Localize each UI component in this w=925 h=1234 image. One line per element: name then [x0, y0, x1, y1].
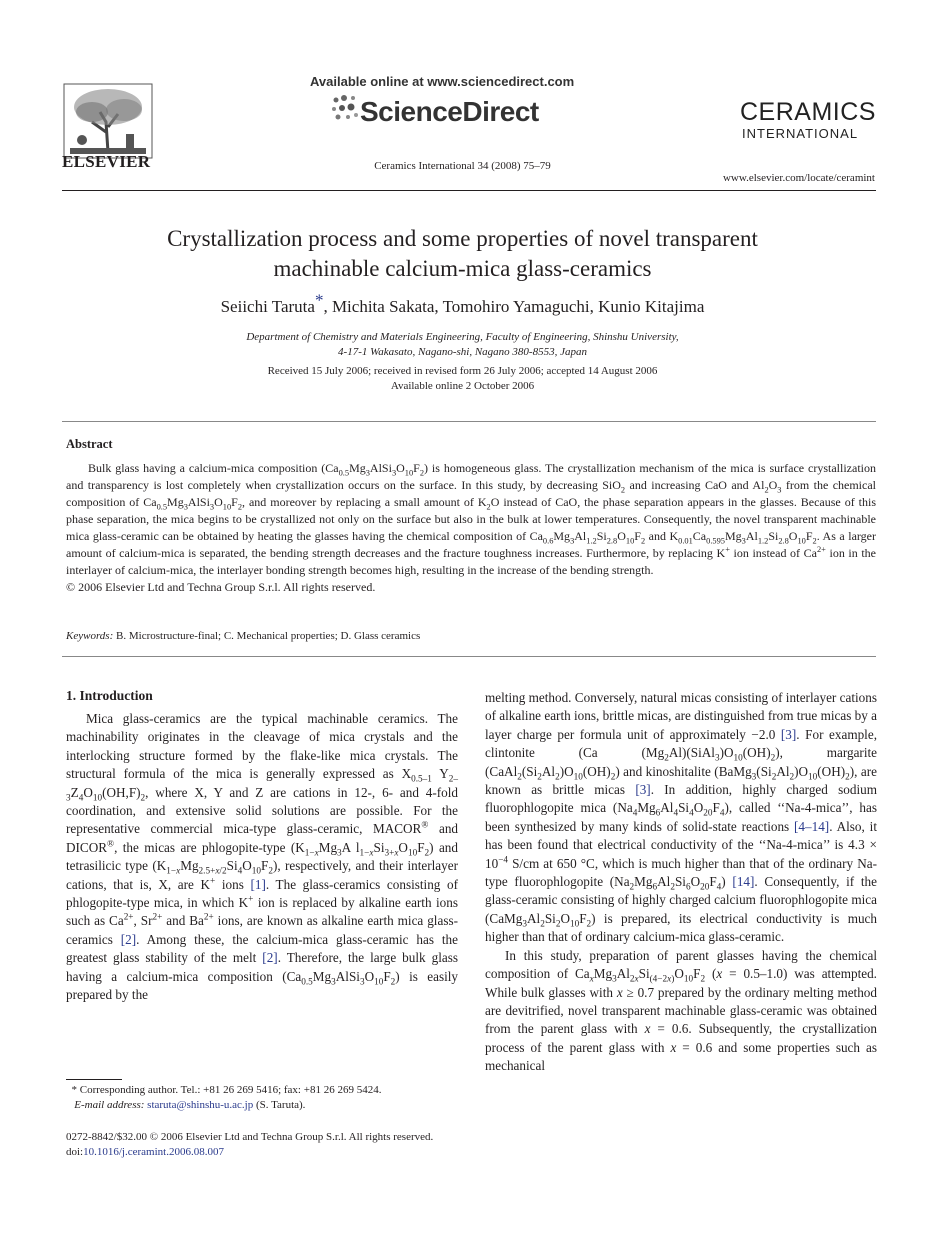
issn-line: 0272-8842/$32.00 © 2006 Elsevier Ltd and Techna Group S.r.l. All rights reserved.: [66, 1131, 434, 1143]
intro-paragraph-1: Mica glass-ceramics are the typical machinable ceramics. The machinability originates in the cleavage of mica crystals and the interlocking structure formed by the flake-like mica crystals. The structural formula of the mica is generally expressed as $X_{0.5-1}$ $Y_{2-3}Z_4O_{10}(OH,F)_2$, where X, Y and Z are cations in 12-, 6- and 4-fold coordination, and extensive solid solutions are possible. For the representative commercial mica-type glass-ceramic, MACOR® and DICOR®, the micas are phlogopite-type ($K_{1-x}Mg_3A$ $l_{1-x}Si_{3+x}O_{10}F_2$) and tetrasilicic type $(K_{1-x}Mg_{2.5+x/2}Si_4O_{10}F_2)$, respectively, and their interlayer cations, that is, X, are K+ ions [1]. The glass-ceramics consisting of phlogopite-type mica, in which K+ ion is replaced by alkaline earth ions such as $Ca^{2+}$, $Sr^{2+}$ and $Ba^{2+}$ ions, are known as alkaline earth mica glass-ceramics [2]. Among these, the calcium-mica glass-ceramic has the greatest glass stability of the melt [2]. Therefore, the large bulk glass having a calcium-mica composition $(Ca_{0.5}Mg_3AlSi_3O_{10}F_2)$ is easily prepared by the: [66, 711, 459, 1003]
affiliation-line-1: Department of Chemistry and Materials Engineering, Faculty of Engineering, Shinshu University,: [246, 331, 679, 343]
available-online-text: Available online at www.sciencedirect.com: [310, 74, 575, 89]
corresponding-author-link[interactable]: *: [314, 290, 324, 310]
received-dates: Received 15 July 2006; received in revised form 26 July 2006; accepted 14 August 2006: [267, 365, 658, 377]
corresponding-author-note: [66, 1083, 466, 1098]
right-column-text: [485, 689, 877, 1076]
journal-url-link[interactable]: www.elsevier.com/locate/ceramint: [722, 172, 875, 184]
footnote-marker: *: [71, 1084, 77, 1096]
doi-link[interactable]: 10.1016/j.ceramint.2006.08.007: [83, 1146, 224, 1158]
publisher-name: ELSEVIER: [62, 152, 151, 171]
article-history: [60, 364, 865, 394]
abstract-top-rule: [62, 421, 876, 422]
bottom-info: [66, 1130, 433, 1160]
email-label: E-mail address:: [74, 1099, 145, 1111]
intro-paragraph-2: In this study, preparation of parent glasses having the chemical composition of $Ca_xMg_3Al_{2x}Si_{(4-2x)}O_{10}F_2$ (x = 0.5–1.0) was attempted. While bulk glasses with x ≥ 0.7 prepared by the ordinary melting method are devitrified, novel transparent machinable glass-ceramic was obtained from the parent glass with x = 0.6. Subsequently, the crystallization process of the parent glass with x = 0.6 and some properties such as mechanical: [485, 947, 877, 1074]
footnote-contact: Corresponding author. Tel.: +81 26 269 5416; fax: +81 26 269 5424.: [77, 1084, 382, 1096]
journal-logo-subtitle: INTERNATIONAL: [742, 126, 859, 141]
keywords-line: [66, 630, 420, 642]
title-line-2: machinable calcium-mica glass-ceramics: [273, 256, 652, 281]
email-line: [66, 1098, 466, 1113]
journal-citation: Ceramics International 34 (2008) 75–79: [374, 160, 551, 172]
abstract-body: [66, 460, 876, 596]
author-primary: Seiichi Taruta: [220, 297, 315, 316]
intro-paragraph-1-cont: melting method. Conversely, natural micas consisting of interlayer cations of alkaline earth ions, brittle micas, are distinguished from true micas by a layer charge per formula unit of approximately −2.0 [3]. For example, clintonite (Ca $(Mg_2Al)(SiAl_3)O_{10}(OH)_2$), margarite $(CaAl_2(Si_2Al_2)O_{10}(OH)_2)$ and kinoshitalite $(BaMg_3(Si_2Al_2)O_{10}(OH)_2)$, are known as brittle micas [3]. In addition, highly charged sodium fluorophlogopite mica $(Na_4Mg_6Al_4Si_4O_{20}F_4)$, called ‘‘Na-4-mica’’, has been synthesized by many kinds of solid-state reactions [4–14]. Also, it has been found that electrical conductivity of the ‘‘Na-4-mica’’ is $4.3 \times 10^{-4}$ S/cm at 650 °C, which is much higher than that of the ordinary Na-type fluorophlogopite $(Na_2Mg_6Al_2Si_6O_{20}F_4)$ [14]. Consequently, if the glass-ceramic consisting of highly charged calcium fluorophlogopite mica $(CaMg_3Al_2Si_2O_{10}F_2)$ is prepared, its electrical conductivity is much higher than that of ordinary calcium-mica glass-ceramic.: [485, 690, 877, 945]
sciencedirect-dots-icon: [330, 92, 360, 124]
title-line-1: Crystallization process and some properties of novel transparent: [167, 226, 758, 251]
keywords-label: Keywords:: [66, 630, 114, 642]
doi-label: doi:: [66, 1146, 84, 1158]
abstract-text: Bulk glass having a calcium-mica composition $(Ca_{0.5}Mg_3AlSi_3O_{10}F_2)$ is homogeneous glass. The crystallization mechanism of the mica is surface crystallization and transparency is lost completely when crystallization occurs on the surface. In this study, by decreasing SiO$_2$ and increasing CaO and $Al_2O_3$ from the chemical composition of $Ca_{0.5}Mg_3AlSi_3O_{10}F_2$, and moreover by replacing a small amount of $K_2O$ instead of CaO, the phase separation appears in the glasses. Because of this phase separation, the mica begins to be crystallized not only on the surface but also in the bulk at lower temperatures. Consequently, the novel transparent machinable mica glass-ceramic can be obtained by heating the glasses having the chemical composition of $Ca_{0.6}Mg_3Al_{1.2}Si_{2.8}O_{10}F_2$ and $K_{0.01}Ca_{0.595}Mg_3Al_{1.2}Si_{2.8}O_{10}F_2$. As a larger amount of calcium-mica is separated, the bending strength decreases and the fracture toughness increases. Furthermore, by replacing K+ ion instead of $Ca^{2+}$ ion in the interlayer of calcium-mica, the interlayer bonding strength becomes high, resulting in the increase of the bending strength.: [66, 461, 876, 577]
affiliation-line-2: 4-17-1 Wakasato, Nagano-shi, Nagano 380-8553, Japan: [338, 346, 587, 358]
email-link[interactable]: staruta@shinshu-u.ac.jp: [147, 1099, 254, 1111]
email-suffix: (S. Taruta).: [253, 1099, 306, 1111]
affiliation: [60, 330, 865, 360]
keywords-list: B. Microstructure-final; C. Mechanical properties; D. Glass ceramics: [113, 630, 421, 642]
section-heading-introduction: 1. Introduction: [66, 688, 153, 703]
authors-rest: , Michita Sakata, Tomohiro Yamaguchi, Kunio Kitajima: [323, 297, 705, 316]
journal-logo-title: CERAMICS: [740, 98, 876, 126]
footnote: [66, 1083, 466, 1113]
available-date: Available online 2 October 2006: [390, 380, 535, 392]
abstract-bottom-rule: [62, 656, 876, 657]
sciencedirect-wordmark: ScienceDirect: [360, 96, 539, 127]
doi-line: [66, 1145, 433, 1160]
left-column-text: [66, 710, 458, 1005]
abstract-heading: Abstract: [66, 437, 113, 451]
footnote-rule: [66, 1079, 122, 1080]
article-title: [60, 224, 865, 284]
header-divider: [62, 190, 876, 191]
author-list: [60, 290, 865, 317]
abstract-copyright: © 2006 Elsevier Ltd and Techna Group S.r.l. All rights reserved.: [66, 580, 376, 594]
